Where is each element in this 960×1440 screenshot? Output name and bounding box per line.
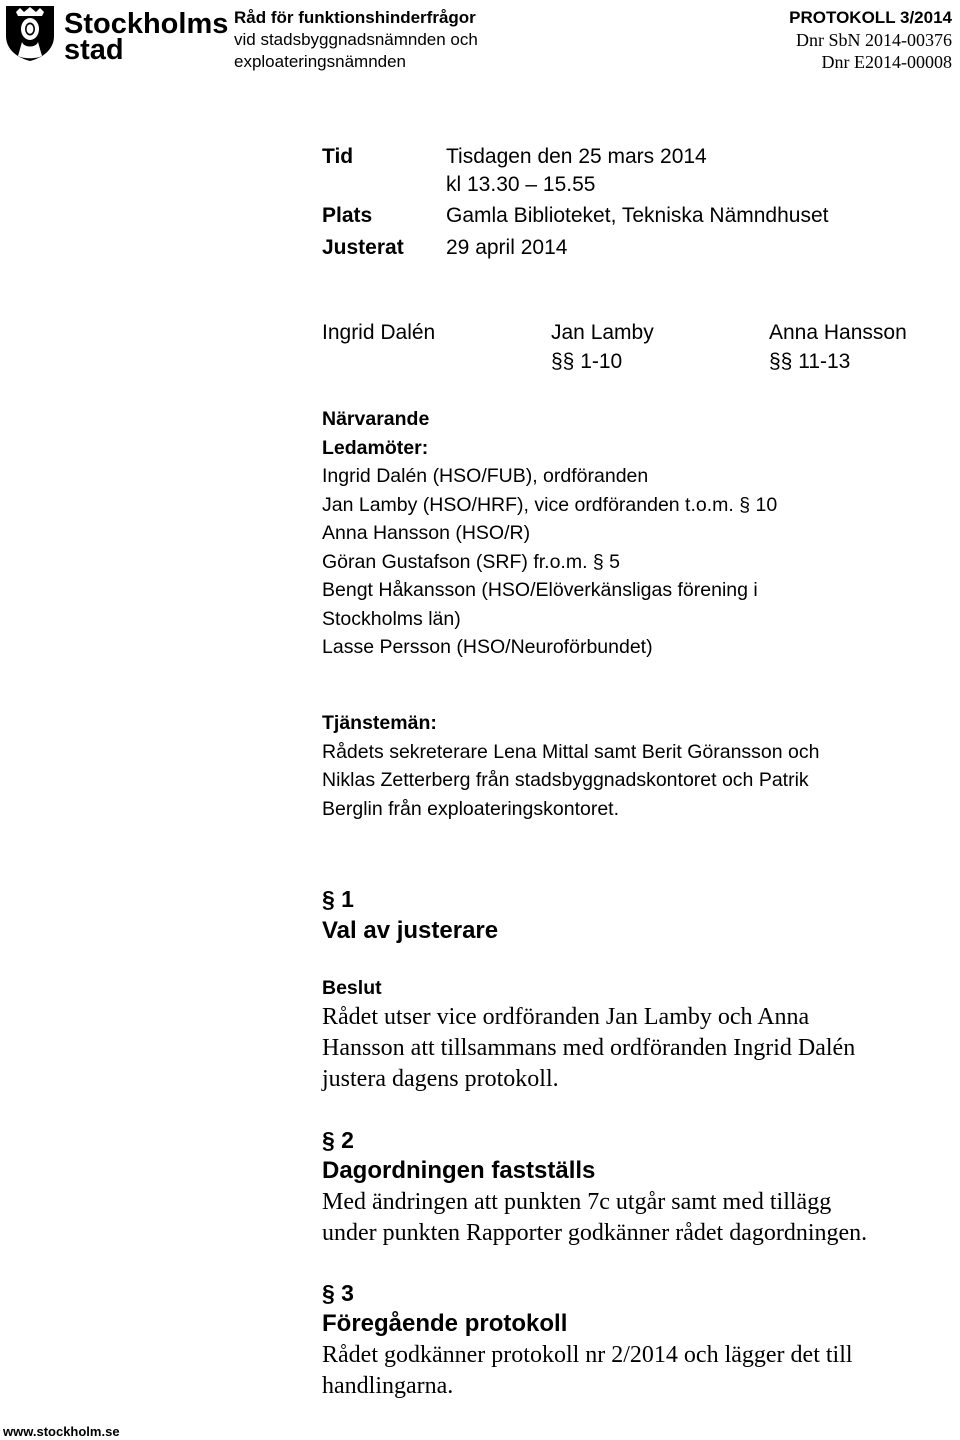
section-body (322, 1340, 853, 1402)
signature-name: Ingrid Dalén (322, 321, 436, 344)
signature-name: Anna Hansson (769, 321, 907, 344)
section-number: § 1 (322, 886, 354, 912)
body-line: Rådet utser vice ordföranden Jan Lamby och Anna (322, 1004, 810, 1030)
signature-paragraphs: §§ 1-10 (551, 350, 623, 373)
org-line2: vid stadsbyggnadsnämnden och (234, 30, 478, 49)
officials-line: Berglin från exploateringskontoret. (322, 797, 620, 820)
body-line: Hansson att tillsammans med ordföranden Ingrid Dalén (322, 1035, 856, 1061)
member-line: Göran Gustafson (SRF) fr.o.m. § 5 (322, 550, 621, 573)
stockholm-logo (2, 2, 228, 62)
attendees-heading: Närvarande (322, 408, 430, 430)
tid-value-date: Tisdagen den 25 mars 2014 (446, 145, 707, 168)
officials-line: Rådets sekreterare Lena Mittal samt Berit Göransson och (322, 740, 820, 763)
member-line: Stockholms län) (322, 607, 461, 630)
officials-line: Niklas Zetterberg från stadsbyggnadskontoret och Patrik (322, 769, 809, 791)
logo-text-line2: stad (64, 34, 124, 62)
section-title: Dagordningen fastställs (322, 1157, 596, 1184)
body-line: under punkten Rapporter godkänner rådet dagordningen. (322, 1220, 868, 1246)
dnr-sbn: Dnr SbN 2014-00376 (796, 30, 952, 50)
plats-label: Plats (322, 204, 373, 227)
tid-value-time: kl 13.30 – 15.55 (446, 173, 596, 196)
attendees-block (322, 405, 777, 662)
member-line: Ingrid Dalén (HSO/FUB), ordföranden (322, 465, 649, 487)
dnr-e: Dnr E2014-00008 (821, 52, 952, 72)
protocol-block (789, 7, 952, 73)
member-line: Bengt Håkansson (HSO/Elöverkänsligas förening i (322, 579, 758, 601)
protocol-title: PROTOKOLL 3/2014 (789, 8, 952, 27)
member-line: Lasse Persson (HSO/Neuroförbundet) (322, 636, 653, 658)
decision-label: Beslut (322, 977, 382, 999)
body-line: Med ändringen att punkten 7c utgår samt med tillägg (322, 1189, 832, 1215)
organization-block (234, 7, 478, 73)
plats-value: Gamla Biblioteket, Tekniska Nämndhuset (446, 204, 829, 227)
members-heading: Ledamöter: (322, 436, 429, 459)
org-line3: exploateringsnämnden (234, 52, 407, 71)
justerat-label: Justerat (322, 236, 404, 259)
section-body (322, 1002, 855, 1095)
body-line: Rådet godkänner protokoll nr 2/2014 och lägger det till (322, 1342, 853, 1368)
officials-heading: Tjänstemän: (322, 712, 437, 734)
body-line: handlingarna. (322, 1373, 454, 1399)
crest-icon (2, 2, 228, 62)
section-title: Val av justerare (322, 917, 499, 944)
section-number: § 3 (322, 1280, 354, 1306)
footer-url: www.stockholm.se (3, 1424, 120, 1439)
member-line: Anna Hansson (HSO/R) (322, 522, 531, 544)
logo-text-line1: Stockholms (64, 8, 228, 40)
justerat-value: 29 april 2014 (446, 236, 568, 259)
officials-block (322, 709, 819, 823)
member-line: Jan Lamby (HSO/HRF), vice ordföranden t.o.m. § 10 (322, 493, 778, 516)
tid-label: Tid (322, 145, 354, 168)
section-number: § 2 (322, 1127, 354, 1153)
section-title: Föregående protokoll (322, 1310, 568, 1337)
body-line: justera dagens protokoll. (322, 1066, 559, 1092)
signature-name: Jan Lamby (551, 321, 654, 344)
section-body (322, 1187, 867, 1249)
signature-paragraphs: §§ 11-13 (769, 350, 851, 373)
org-line1: Råd för funktionshinderfrågor (234, 8, 476, 27)
